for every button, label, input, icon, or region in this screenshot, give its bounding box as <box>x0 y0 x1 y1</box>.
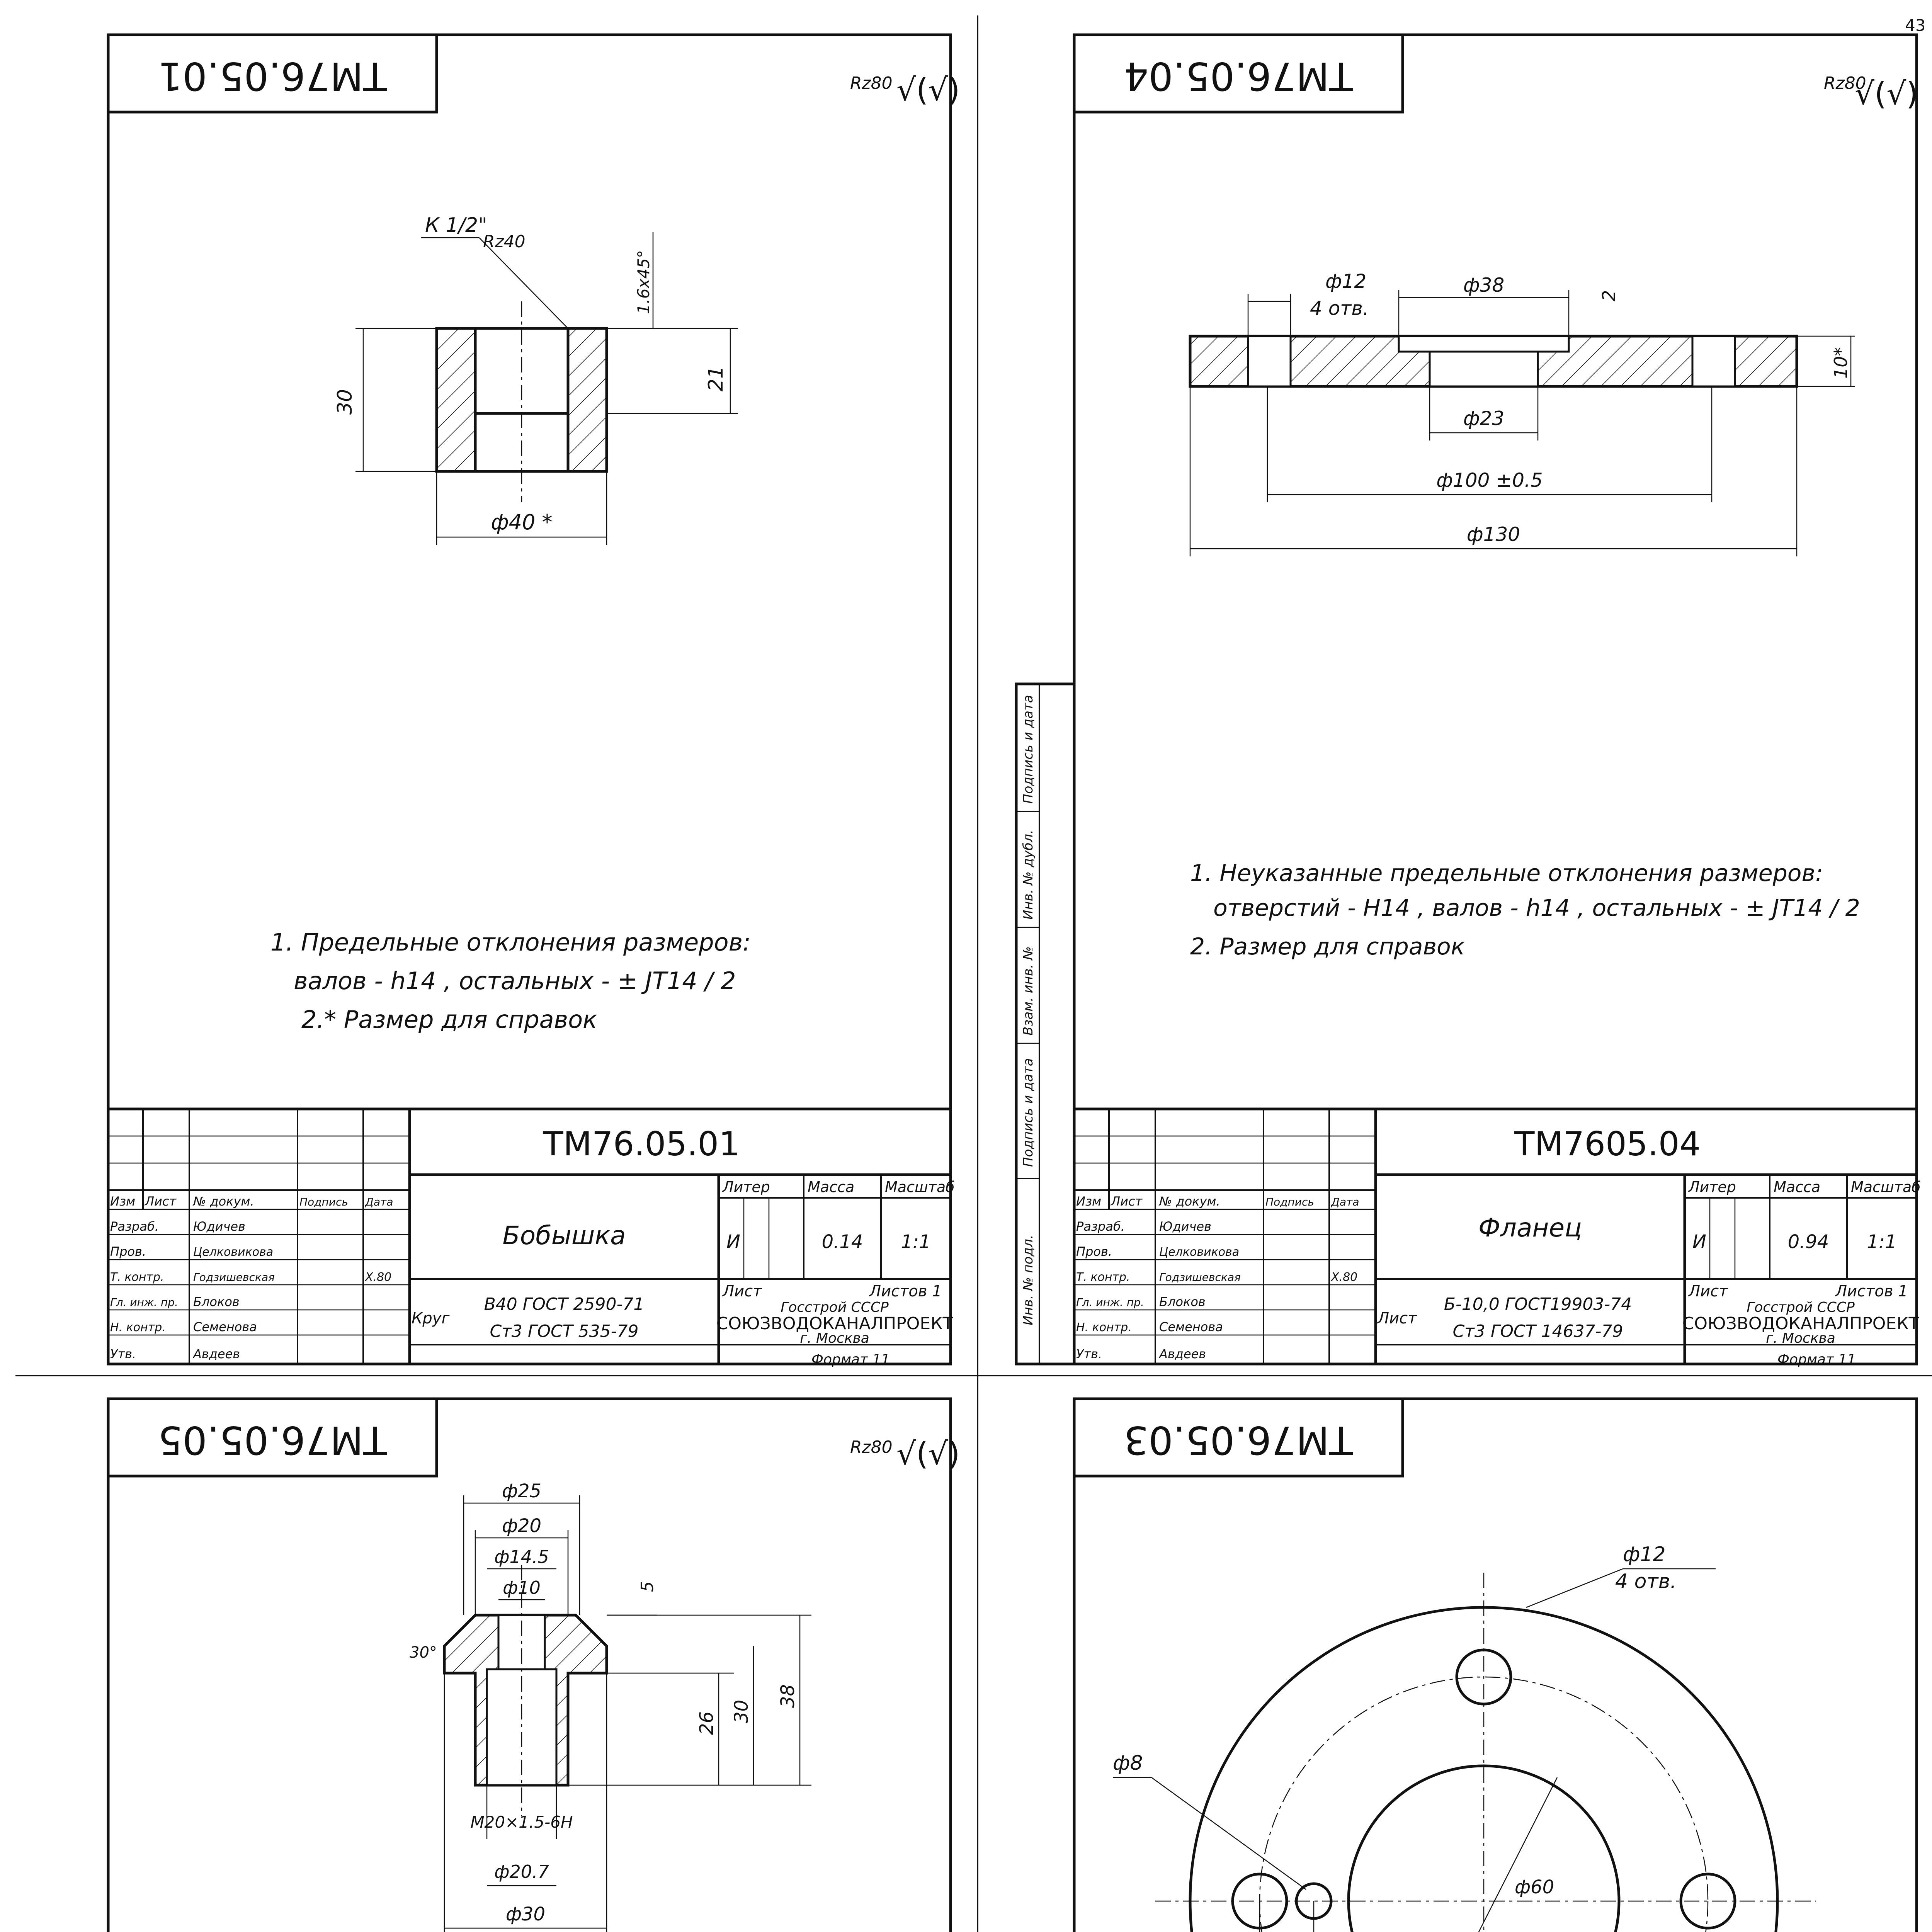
frame <box>1074 35 1917 1364</box>
col-sign: Подпись <box>299 1196 348 1208</box>
part-name: Фланец <box>1478 1213 1582 1243</box>
material-line-2: Ст3 ГОСТ 14637-79 <box>1452 1321 1623 1341</box>
org-2: СОЮЗВОДОКАНАЛПРОЕКТ <box>716 1314 953 1333</box>
dim-h30: 30 <box>731 1699 752 1723</box>
dim-d130: ф130 <box>1466 523 1520 546</box>
role-3: Т. контр. <box>1076 1270 1130 1284</box>
date: Х.80 <box>1331 1270 1358 1284</box>
org-1: Госстрой СССР <box>781 1299 889 1315</box>
side-label-5: Подпись и дата <box>1020 695 1036 804</box>
fitting-section <box>410 1480 811 1932</box>
scale: 1:1 <box>1867 1231 1897 1253</box>
note-2: 2. Размер для справок <box>1190 933 1465 960</box>
role-6: Утв. <box>110 1347 136 1361</box>
stamp-designation: ТМ76.05.01 <box>158 53 387 99</box>
dim-d38: ф38 <box>1463 274 1505 296</box>
role-2: Пров. <box>110 1244 146 1259</box>
role-1: Разраб. <box>110 1219 159 1234</box>
col-date: Дата <box>1331 1196 1359 1208</box>
material-line-1: В40 ГОСТ 2590-71 <box>484 1294 645 1314</box>
dim-d23: ф23 <box>1463 407 1505 430</box>
roughness-symbol: √(√) <box>896 1436 960 1472</box>
dim-d12: ф12 <box>1325 270 1367 293</box>
dim-five: 5 <box>638 1581 657 1592</box>
material-prefix: Круг <box>412 1310 450 1327</box>
org-3: г. Москва <box>1766 1330 1835 1346</box>
stamp-designation: ТМ76.05.04 <box>1124 53 1353 99</box>
roughness-mark: Rz80 <box>1824 73 1866 93</box>
name-3: Годзишевская <box>1159 1271 1241 1284</box>
role-5: Н. контр. <box>1076 1321 1132 1334</box>
litera: И <box>726 1231 740 1253</box>
roughness-symbol: √(√) <box>1855 76 1918 112</box>
dim-d60: ф60 <box>1515 1876 1554 1898</box>
dim-d25: ф25 <box>502 1480 542 1502</box>
drawing-boss <box>108 35 960 1367</box>
page-number: 43 <box>1905 16 1926 35</box>
dim-d20: ф20 <box>502 1515 542 1537</box>
material-prefix: Лист <box>1378 1310 1417 1327</box>
col-list: Лист <box>1111 1194 1143 1209</box>
note-1: 1. Неуказанные предельные отклонения размеров: <box>1190 860 1823 887</box>
name-6: Авдеев <box>1159 1347 1206 1361</box>
role-2: Пров. <box>1076 1244 1112 1259</box>
sheets-label: Листов 1 <box>1835 1282 1908 1300</box>
col-doc: № докум. <box>1159 1194 1220 1209</box>
part-name: Бобышка <box>502 1221 626 1250</box>
sheet-label: Лист <box>723 1282 762 1300</box>
role-3: Т. контр. <box>110 1270 164 1284</box>
dim-height-21: 21 <box>704 366 728 392</box>
mass: 0.14 <box>821 1231 863 1253</box>
role-5: Н. контр. <box>110 1321 166 1334</box>
role-4: Гл. инж. пр. <box>110 1296 178 1309</box>
note-2: 2.* Размер для справок <box>301 1005 597 1034</box>
dim-d145: ф14.5 <box>494 1546 549 1567</box>
dim-d207: ф20.7 <box>494 1861 549 1882</box>
drawing-fitting <box>108 1399 960 1932</box>
roughness-mark: Rz80 <box>850 1437 893 1457</box>
note-1b: валов - h14 , остальных - ± JT14 / 2 <box>294 967 736 995</box>
roughness-mark: Rz80 <box>850 73 893 93</box>
side-label-3: Взам. инв. № <box>1020 946 1036 1036</box>
col-list: Лист <box>145 1194 177 1209</box>
name-1: Юдичев <box>1159 1219 1211 1234</box>
scale-header: Масштаб <box>1851 1179 1921 1196</box>
dim-d10: ф10 <box>503 1577 541 1598</box>
mass-header: Масса <box>1774 1179 1821 1196</box>
name-4: Блоков <box>193 1294 240 1309</box>
note-1: 1. Предельные отклонения размеров: <box>270 928 751 956</box>
col-izm: Изм <box>110 1194 136 1209</box>
dim-d12: ф12 <box>1623 1543 1666 1566</box>
drawing-flange <box>1016 35 1921 1367</box>
title-block <box>108 1109 955 1367</box>
designation: ТМ7605.04 <box>1514 1125 1701 1163</box>
frame <box>108 35 951 1364</box>
dim-height-30: 30 <box>333 389 357 415</box>
format: Формат 11 <box>1777 1352 1856 1367</box>
dim-h38: 38 <box>777 1684 799 1708</box>
dim-roughness-40: Rz40 <box>483 232 526 252</box>
mass: 0.94 <box>1787 1231 1829 1253</box>
side-label-2: Подпись и дата <box>1020 1058 1036 1167</box>
gasket-plan <box>1113 1543 1841 1932</box>
name-3: Годзишевская <box>193 1271 275 1284</box>
name-1: Юдичев <box>193 1219 245 1234</box>
boss-section <box>333 214 738 545</box>
sheets-label: Листов 1 <box>869 1282 942 1300</box>
scale-header: Масштаб <box>885 1179 955 1196</box>
dim-thread: М20×1.5-6Н <box>470 1813 573 1832</box>
dim-holes: 4 отв. <box>1310 297 1369 320</box>
flange-section <box>1190 270 1855 556</box>
role-6: Утв. <box>1076 1347 1102 1361</box>
side-label-4: Инв. № дубл. <box>1020 830 1036 920</box>
material-line-1: Б-10,0 ГОСТ19903-74 <box>1444 1294 1632 1314</box>
name-4: Блоков <box>1159 1294 1206 1309</box>
role-4: Гл. инж. пр. <box>1076 1296 1144 1309</box>
frame <box>1074 1399 1917 1932</box>
org-1: Госстрой СССР <box>1747 1299 1855 1315</box>
org-3: г. Москва <box>800 1330 869 1346</box>
stamp-designation: ТМ76.05.03 <box>1124 1417 1353 1463</box>
col-izm: Изм <box>1076 1194 1102 1209</box>
drawing-gasket <box>1016 1399 1921 1932</box>
name-6: Авдеев <box>193 1347 240 1361</box>
col-date: Дата <box>365 1196 393 1208</box>
sheet-label: Лист <box>1689 1282 1728 1300</box>
dim-holes: 4 отв. <box>1615 1570 1677 1593</box>
designation: ТМ76.05.01 <box>543 1125 740 1163</box>
mass-header: Масса <box>808 1179 855 1196</box>
dim-angle-30: 30° <box>410 1644 437 1662</box>
role-1: Разраб. <box>1076 1219 1125 1234</box>
name-2: Целковикова <box>1159 1245 1240 1259</box>
title-block <box>1074 1109 1921 1367</box>
dim-diameter-40: ф40 * <box>491 510 553 534</box>
stamp-designation: ТМ76.05.05 <box>158 1417 387 1463</box>
side-label-1: Инв. № подл. <box>1020 1235 1036 1325</box>
org-2: СОЮЗВОДОКАНАЛПРОЕКТ <box>1682 1314 1919 1333</box>
col-sign: Подпись <box>1265 1196 1314 1208</box>
scale: 1:1 <box>901 1231 931 1253</box>
dim-d8: ф8 <box>1113 1752 1143 1775</box>
dim-thread: К 1/2" <box>425 214 488 237</box>
litera-header: Литер <box>1689 1179 1736 1196</box>
format: Формат 11 <box>811 1352 890 1367</box>
litera: И <box>1692 1231 1706 1253</box>
dim-d30: ф30 <box>505 1903 546 1925</box>
date: Х.80 <box>365 1270 392 1284</box>
dim-d100: ф100 ±0.5 <box>1436 469 1543 492</box>
litera-header: Литер <box>723 1179 770 1196</box>
roughness-symbol: √(√) <box>896 72 960 108</box>
name-2: Целковикова <box>193 1245 274 1259</box>
name-5: Семенова <box>1159 1320 1223 1334</box>
col-doc: № докум. <box>193 1194 254 1209</box>
material-line-2: Ст3 ГОСТ 535-79 <box>490 1321 639 1341</box>
name-5: Семенова <box>193 1320 257 1334</box>
dim-two: 2 <box>1599 290 1619 301</box>
note-1b: отверстий - Н14 , валов - h14 , остальных - ± JT14 / 2 <box>1213 895 1860 922</box>
dim-chamfer: 1.6x45° <box>634 250 653 315</box>
dim-thickness: 10* <box>1830 347 1851 379</box>
dim-h26: 26 <box>696 1711 718 1735</box>
